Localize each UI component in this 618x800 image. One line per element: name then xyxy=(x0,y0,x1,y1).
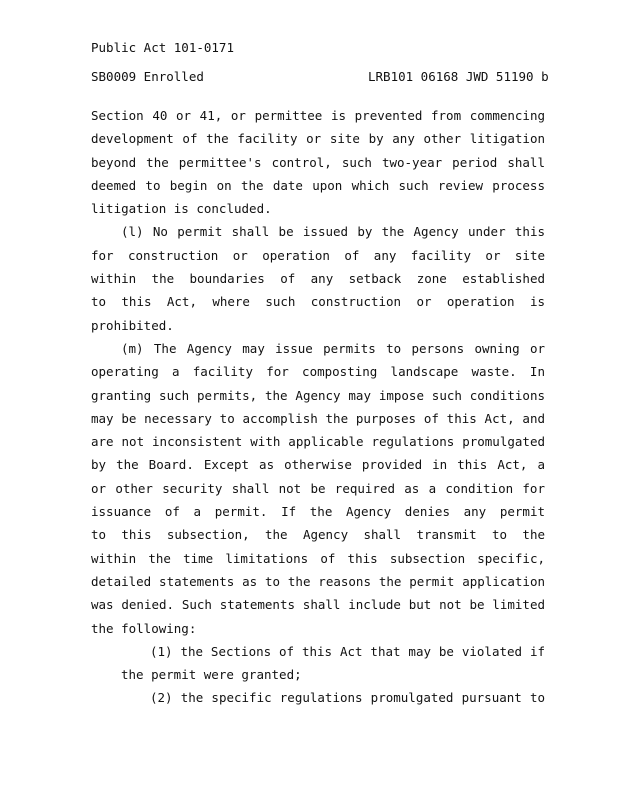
text-line: (1) the Sections of this Act that may be violated if xyxy=(150,643,545,659)
text-line: for construction or operation of any facility or site xyxy=(91,247,545,263)
text-line: to this subsection, the Agency shall transmit to the xyxy=(91,527,545,543)
text-line: within the time limitations of this subsection specific, xyxy=(91,550,545,566)
text-line: within the boundaries of any setback zone established xyxy=(91,271,545,287)
text-line: litigation is concluded. xyxy=(91,201,272,217)
text-line: granting such permits, the Agency may impose such conditions xyxy=(91,387,545,403)
text-line: the permit were granted; xyxy=(121,667,302,683)
text-line: Section 40 or 41, or permittee is prevented from commencing xyxy=(91,108,545,123)
text-line: operating a facility for composting landscape waste. In xyxy=(91,364,545,380)
text-line: (m) The Agency may issue permits to persons owning or xyxy=(121,340,545,356)
text-line: or other security shall not be required as a condition for xyxy=(91,480,545,496)
text-line: beyond the permittee's control, such two-year period shall xyxy=(91,154,545,170)
text-line: by the Board. Except as otherwise provided in this Act, a xyxy=(91,457,545,473)
text-line: (2) the specific regulations promulgated pursuant to xyxy=(150,690,545,706)
text-line: detailed statements as to the reasons the permit application xyxy=(91,573,545,589)
text-line: deemed to begin on the date upon which such review process xyxy=(91,177,545,193)
text-line: to this Act, where such construction or operation is xyxy=(91,294,545,310)
text-line: development of the facility or site by any other litigation xyxy=(91,131,545,147)
lrb-reference: LRB101 06168 JWD 51190 b xyxy=(368,69,549,84)
bill-number: SB0009 Enrolled xyxy=(91,69,204,84)
text-line: issuance of a permit. If the Agency denies any permit xyxy=(91,504,545,520)
bill-body-text xyxy=(91,104,545,710)
text-line: may be necessary to accomplish the purposes of this Act, and xyxy=(91,410,545,426)
text-line: prohibited. xyxy=(91,317,174,333)
text-line: the following: xyxy=(91,620,197,636)
text-line: (l) No permit shall be issued by the Agency under this xyxy=(121,224,545,240)
text-line: are not inconsistent with applicable regulations promulgated xyxy=(91,434,545,450)
public-act-number: Public Act 101-0171 xyxy=(91,40,234,55)
text-line: was denied. Such statements shall include but not be limited xyxy=(91,597,545,613)
